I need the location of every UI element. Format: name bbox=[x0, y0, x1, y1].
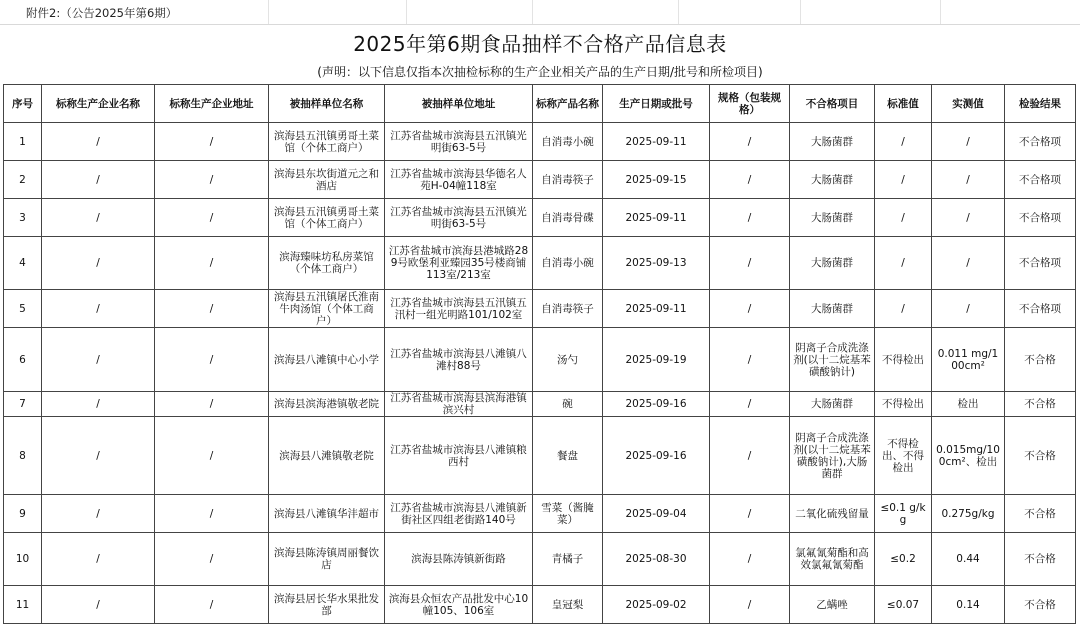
table-cell: / bbox=[710, 290, 790, 328]
table-cell: 检出 bbox=[932, 392, 1005, 417]
table-cell: 青橘子 bbox=[533, 533, 603, 586]
table-cell: 氯氟氰菊酯和高效氯氟氰菊酯 bbox=[790, 533, 875, 586]
table-cell: 滨海臻味坊私房菜馆（个体工商户） bbox=[269, 237, 385, 290]
table-cell: 9 bbox=[4, 495, 42, 533]
table-cell: / bbox=[710, 199, 790, 237]
table-cell: 皇冠梨 bbox=[533, 586, 603, 624]
header-cell: 标称生产企业地址 bbox=[155, 85, 269, 123]
table-cell: / bbox=[155, 161, 269, 199]
table-cell: 不合格项 bbox=[1005, 123, 1076, 161]
table-cell: 5 bbox=[4, 290, 42, 328]
table-cell: 2025-09-02 bbox=[603, 586, 710, 624]
attachment-note: 附件2:（公告2025年第6期） bbox=[26, 6, 178, 20]
table-cell: / bbox=[710, 237, 790, 290]
table-cell: 2025-09-11 bbox=[603, 123, 710, 161]
table-row bbox=[4, 495, 1076, 533]
table-cell: 2025-09-15 bbox=[603, 161, 710, 199]
header-cell: 序号 bbox=[4, 85, 42, 123]
table-cell: / bbox=[42, 123, 155, 161]
table-cell: 阴离子合成洗涤剂(以十二烷基苯磺酸钠计),大肠菌群 bbox=[790, 417, 875, 495]
table-cell: 阴离子合成洗涤剂(以十二烷基苯磺酸钠计) bbox=[790, 328, 875, 392]
table-cell: / bbox=[875, 199, 932, 237]
table-cell: 滨海县八滩镇敬老院 bbox=[269, 417, 385, 495]
table-cell: / bbox=[932, 123, 1005, 161]
table-cell: 2025-09-19 bbox=[603, 328, 710, 392]
table-cell: 自消毒骨碟 bbox=[533, 199, 603, 237]
table-cell: 8 bbox=[4, 417, 42, 495]
table-cell: 2025-09-13 bbox=[603, 237, 710, 290]
table-cell: 2025-09-11 bbox=[603, 290, 710, 328]
table-row bbox=[4, 237, 1076, 290]
header-cell: 被抽样单位地址 bbox=[385, 85, 533, 123]
table-cell: / bbox=[155, 417, 269, 495]
table-cell: 7 bbox=[4, 392, 42, 417]
table-cell: / bbox=[155, 533, 269, 586]
table-cell: / bbox=[42, 586, 155, 624]
table-cell: 不得检出、不得检出 bbox=[875, 417, 932, 495]
table-cell: / bbox=[710, 161, 790, 199]
table-cell: 大肠菌群 bbox=[790, 290, 875, 328]
table-cell: 大肠菌群 bbox=[790, 199, 875, 237]
table-cell: / bbox=[42, 237, 155, 290]
header-cell: 规格（包装规格） bbox=[710, 85, 790, 123]
header-cell: 实测值 bbox=[932, 85, 1005, 123]
table-cell: / bbox=[710, 533, 790, 586]
header-cell: 不合格项目 bbox=[790, 85, 875, 123]
table-cell: 自消毒小碗 bbox=[533, 123, 603, 161]
table-cell: / bbox=[710, 495, 790, 533]
table-cell: 滨海县五汛镇勇哥土菜馆（个体工商户） bbox=[269, 199, 385, 237]
table-cell: 滨海县陈涛镇周丽餐饮店 bbox=[269, 533, 385, 586]
table-cell: 江苏省盐城市滨海县五汛镇五汛村一组光明路101/102室 bbox=[385, 290, 533, 328]
table-cell: 0.44 bbox=[932, 533, 1005, 586]
table-cell: / bbox=[155, 586, 269, 624]
header-cell: 标称生产企业名称 bbox=[42, 85, 155, 123]
table-cell: 不合格 bbox=[1005, 533, 1076, 586]
table-row bbox=[4, 392, 1076, 417]
table-cell: 4 bbox=[4, 237, 42, 290]
header-cell: 生产日期或批号 bbox=[603, 85, 710, 123]
table-cell: ≤0.1 g/kg bbox=[875, 495, 932, 533]
unqualified-products-table bbox=[3, 84, 1076, 624]
table-cell: 大肠菌群 bbox=[790, 123, 875, 161]
header-cell: 被抽样单位名称 bbox=[269, 85, 385, 123]
table-cell: 滨海县八滩镇中心小学 bbox=[269, 328, 385, 392]
table-cell: / bbox=[42, 328, 155, 392]
table-cell: 碗 bbox=[533, 392, 603, 417]
attachment-row bbox=[0, 0, 1080, 25]
table-cell: 不合格 bbox=[1005, 495, 1076, 533]
table-cell: 江苏省盐城市滨海县华德名人苑H-04幢118室 bbox=[385, 161, 533, 199]
table-cell: / bbox=[155, 495, 269, 533]
table-cell: 自消毒小碗 bbox=[533, 237, 603, 290]
table-row bbox=[4, 328, 1076, 392]
table-cell: / bbox=[932, 199, 1005, 237]
statement-note: (声明：以下信息仅指本次抽检标称的生产企业相关产品的生产日期/批号和所检项目) bbox=[317, 65, 763, 79]
table-row bbox=[4, 161, 1076, 199]
table-cell: 0.275g/kg bbox=[932, 495, 1005, 533]
table-cell: / bbox=[42, 290, 155, 328]
table-cell: 江苏省盐城市滨海县八滩镇新街社区四组老街路140号 bbox=[385, 495, 533, 533]
table-cell: 不合格项 bbox=[1005, 290, 1076, 328]
table-cell: 6 bbox=[4, 328, 42, 392]
table-cell: 2025-09-04 bbox=[603, 495, 710, 533]
table-cell: 1 bbox=[4, 123, 42, 161]
table-cell: / bbox=[710, 392, 790, 417]
table-cell: 不合格项 bbox=[1005, 237, 1076, 290]
table-cell: 滨海县五汛镇屠氏淮南牛肉汤馆（个体工商户） bbox=[269, 290, 385, 328]
table-cell: 大肠菌群 bbox=[790, 392, 875, 417]
table-cell: / bbox=[155, 123, 269, 161]
table-row bbox=[4, 290, 1076, 328]
table-cell: 自消毒筷子 bbox=[533, 161, 603, 199]
table-cell: 滨海县八滩镇华沣超市 bbox=[269, 495, 385, 533]
table-row bbox=[4, 199, 1076, 237]
table-cell: 不合格项 bbox=[1005, 161, 1076, 199]
table-cell: 2025-09-11 bbox=[603, 199, 710, 237]
table-cell: 不合格项 bbox=[1005, 199, 1076, 237]
table-cell: ≤0.2 bbox=[875, 533, 932, 586]
table-row bbox=[4, 586, 1076, 624]
table-cell: / bbox=[42, 495, 155, 533]
table-cell: / bbox=[875, 290, 932, 328]
table-cell: 10 bbox=[4, 533, 42, 586]
table-cell: 不合格 bbox=[1005, 417, 1076, 495]
table-cell: / bbox=[875, 237, 932, 290]
table-cell: / bbox=[710, 586, 790, 624]
table-cell: 滨海县五汛镇勇哥土菜馆（个体工商户） bbox=[269, 123, 385, 161]
table-cell: / bbox=[42, 417, 155, 495]
table-cell: / bbox=[42, 392, 155, 417]
table-cell: / bbox=[710, 328, 790, 392]
table-cell: / bbox=[875, 123, 932, 161]
table-cell: 0.14 bbox=[932, 586, 1005, 624]
table-cell: / bbox=[932, 237, 1005, 290]
table-cell: / bbox=[42, 199, 155, 237]
table-cell: 2 bbox=[4, 161, 42, 199]
table-cell: 乙螨唑 bbox=[790, 586, 875, 624]
table-cell: 不合格 bbox=[1005, 328, 1076, 392]
table-cell: / bbox=[155, 290, 269, 328]
table-cell: / bbox=[875, 161, 932, 199]
table-cell: 不合格 bbox=[1005, 586, 1076, 624]
table-cell: / bbox=[155, 392, 269, 417]
table-row bbox=[4, 533, 1076, 586]
table-cell: / bbox=[932, 161, 1005, 199]
table-cell: / bbox=[155, 237, 269, 290]
header-cell: 检验结果 bbox=[1005, 85, 1076, 123]
table-cell: 不得检出 bbox=[875, 328, 932, 392]
table-cell: 江苏省盐城市滨海县港城路289号欧堡利亚臻园35号楼商铺113室/213室 bbox=[385, 237, 533, 290]
table-cell: 大肠菌群 bbox=[790, 161, 875, 199]
table-cell: 不合格 bbox=[1005, 392, 1076, 417]
table-cell: 0.011 mg/100cm² bbox=[932, 328, 1005, 392]
table-cell: / bbox=[932, 290, 1005, 328]
table-cell: 2025-08-30 bbox=[603, 533, 710, 586]
table-cell: 自消毒筷子 bbox=[533, 290, 603, 328]
table-cell: / bbox=[710, 123, 790, 161]
table-cell: 餐盘 bbox=[533, 417, 603, 495]
table-cell: 11 bbox=[4, 586, 42, 624]
table-cell: 滨海县居长华水果批发部 bbox=[269, 586, 385, 624]
header-cell: 标称产品名称 bbox=[533, 85, 603, 123]
table-cell: 滨海县陈涛镇新街路 bbox=[385, 533, 533, 586]
table-cell: 雪菜（酱腌菜） bbox=[533, 495, 603, 533]
table-cell: / bbox=[155, 199, 269, 237]
table-cell: / bbox=[155, 328, 269, 392]
table-cell: / bbox=[710, 417, 790, 495]
table-cell: 江苏省盐城市滨海县五汛镇光明街63-5号 bbox=[385, 123, 533, 161]
table-cell: 二氧化硫残留量 bbox=[790, 495, 875, 533]
table-cell: 0.015mg/100cm²、检出 bbox=[932, 417, 1005, 495]
table-cell: 汤勺 bbox=[533, 328, 603, 392]
table-cell: 大肠菌群 bbox=[790, 237, 875, 290]
table-cell: ≤0.07 bbox=[875, 586, 932, 624]
table-cell: 滨海县众恒农产品批发中心10幢105、106室 bbox=[385, 586, 533, 624]
table-cell: / bbox=[42, 161, 155, 199]
table-cell: 江苏省盐城市滨海县八滩镇八滩村88号 bbox=[385, 328, 533, 392]
table-cell: 江苏省盐城市滨海县五汛镇光明街63-5号 bbox=[385, 199, 533, 237]
table-cell: 2025-09-16 bbox=[603, 417, 710, 495]
header-cell: 标准值 bbox=[875, 85, 932, 123]
table-row bbox=[4, 123, 1076, 161]
table-cell: / bbox=[42, 533, 155, 586]
table-cell: 不得检出 bbox=[875, 392, 932, 417]
table-cell: 3 bbox=[4, 199, 42, 237]
table-row bbox=[4, 417, 1076, 495]
table-cell: 江苏省盐城市滨海县滨海港镇滨兴村 bbox=[385, 392, 533, 417]
table-cell: 滨海县东坎街道元之和酒店 bbox=[269, 161, 385, 199]
page-title: 2025年第6期食品抽样不合格产品信息表 bbox=[353, 32, 727, 56]
table-cell: 滨海县滨海港镇敬老院 bbox=[269, 392, 385, 417]
table-cell: 2025-09-16 bbox=[603, 392, 710, 417]
table-cell: 江苏省盐城市滨海县八滩镇粮西村 bbox=[385, 417, 533, 495]
table-header-row bbox=[4, 85, 1076, 123]
